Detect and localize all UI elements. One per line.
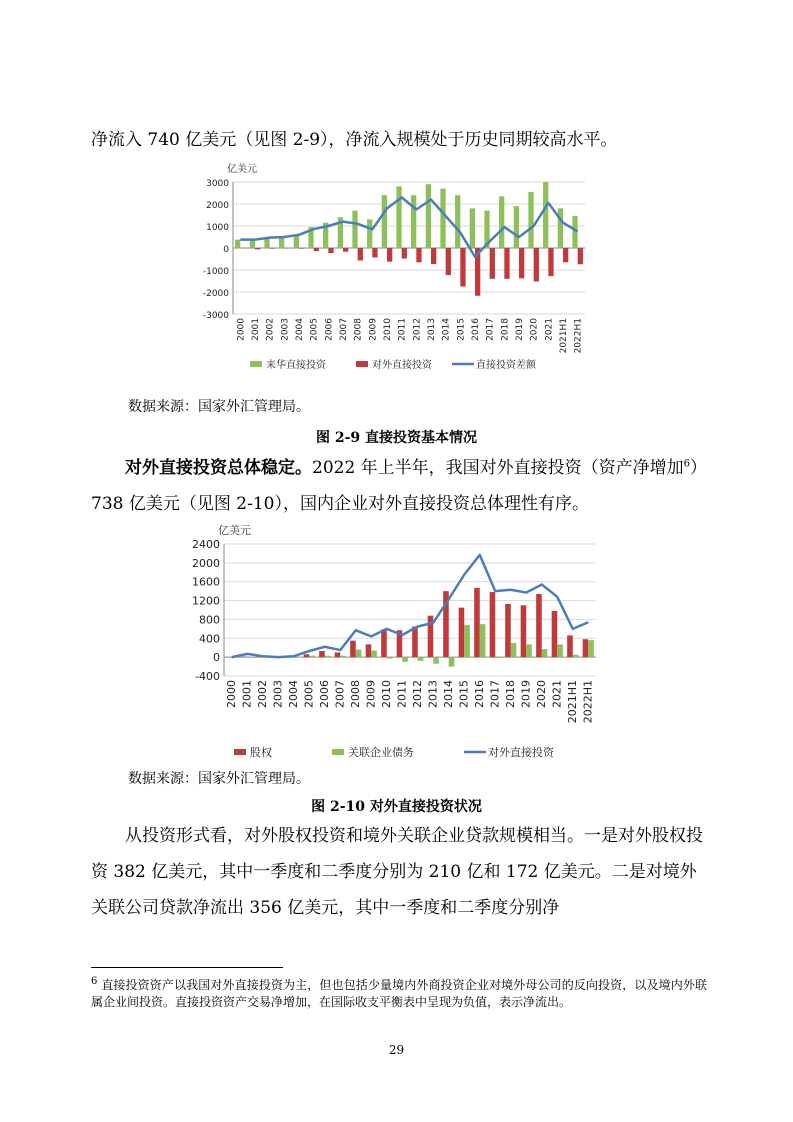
chart2-x-tick-label: 2018 (503, 680, 517, 708)
chart1-bar-a (470, 208, 475, 248)
chart1-legend-swatch (250, 361, 262, 367)
chart1-x-tick-label: 2015 (456, 318, 467, 341)
chart1-legend-label: 对外直接投资 (372, 360, 432, 371)
chart1-bar-a (543, 182, 548, 248)
chart1-bar-b (387, 248, 392, 262)
footnote-number: 6 (91, 976, 98, 987)
chart1-bar-b (490, 248, 495, 279)
chart1-bar-b (402, 248, 407, 259)
chart2-bar-b (356, 650, 362, 658)
chart1-bar-a (352, 211, 357, 248)
chart1-bar-a (528, 192, 533, 248)
chart1-y-tick-label: 1000 (206, 223, 229, 233)
chart2-x-tick-label: 2019 (519, 680, 533, 708)
chart2-bar-b (387, 657, 393, 658)
chart2-x-tick-label: 2011 (395, 680, 409, 708)
chart2-x-tick-label: 2006 (317, 680, 331, 708)
figure-2-9-source: 数据来源：国家外汇管理局。 (128, 399, 310, 415)
chart2-y-tick-label: 2400 (192, 538, 220, 551)
chart2-x-tick-label: 2015 (457, 680, 471, 708)
chart2-bar-b (495, 657, 501, 658)
chart2-bar-b (464, 625, 470, 657)
chart2-y-tick-label: 0 (213, 651, 220, 665)
chart2-y-tick-label: 1600 (192, 575, 220, 589)
chart2-x-tick-label: 2021 (550, 680, 564, 708)
footnote (91, 977, 707, 1011)
chart2-bar-b (325, 656, 331, 657)
chart2-y-tick-label: 800 (199, 613, 220, 627)
chart2-bar-b (557, 644, 563, 657)
figure-2-10-caption: 图 2-10 对外直接投资状况 (311, 799, 482, 815)
chart2-y-tick-label: 2000 (192, 556, 220, 570)
figure-2-10-chart (192, 524, 606, 772)
figure-2-10-source: 数据来源：国家外汇管理局。 (128, 771, 310, 787)
chart2-bar-a (304, 654, 310, 657)
chart1-x-tick-label: 2018 (500, 318, 511, 341)
footnote-ref: 6 (683, 458, 691, 470)
chart2-bar-b (588, 640, 594, 657)
chart1-x-tick-label: 2007 (339, 318, 349, 341)
chart2-bar-a (521, 605, 527, 657)
chart1-x-tick-label: 2016 (471, 318, 481, 341)
chart2-bar-b (542, 649, 548, 657)
chart2-bar-a (505, 604, 511, 657)
paragraph-intro-text: 净流入 740 亿美元（见图 2-9），净流入规模处于历史同期较高水平。 (91, 130, 618, 150)
figure-2-9-svg (198, 152, 598, 377)
chart2-x-tick-label: 2022H1 (581, 680, 595, 724)
chart1-y-tick-label: -3000 (202, 311, 229, 321)
chart1-legend-label: 直接投资差额 (476, 360, 536, 371)
chart1-bar-a (367, 219, 372, 248)
chart2-bar-a (412, 627, 418, 658)
chart1-bar-a (235, 240, 240, 248)
paragraph-forms (91, 818, 707, 926)
chart1-bar-a (558, 208, 563, 248)
chart2-x-tick-label: 2003 (271, 680, 285, 708)
footnote-divider (91, 967, 283, 968)
chart2-x-tick-label: 2005 (302, 680, 316, 708)
chart2-x-tick-label: 2021H1 (565, 680, 579, 724)
chart1-legend-label: 来华直接投资 (266, 360, 326, 371)
page-number: 29 (388, 1043, 405, 1057)
chart1-bar-a (396, 186, 401, 248)
chart1-x-tick-label: 2000 (236, 318, 247, 341)
chart2-x-tick-label: 2014 (441, 680, 455, 708)
chart1-x-tick-label: 2019 (515, 318, 525, 341)
chart2-bar-b (511, 643, 517, 657)
chart2-bar-a (459, 608, 465, 658)
chart2-x-tick-label: 2016 (472, 680, 486, 708)
chart2-legend-label: 关联企业债务 (348, 746, 414, 759)
chart2-x-tick-label: 2010 (379, 680, 393, 708)
chart1-x-tick-label: 2005 (309, 318, 320, 341)
chart1-bar-a (440, 189, 445, 248)
chart1-bar-b (460, 248, 465, 287)
chart1-bar-b (578, 248, 583, 264)
chart1-bar-b (372, 248, 377, 257)
chart2-bar-b (309, 656, 315, 657)
paragraph-odi-text-b: ）738 亿美元（见图 2-10），国内企业对外直接投资总体理性有序。 (91, 458, 699, 514)
paragraph-odi (91, 450, 707, 522)
paragraph-forms-text: 从投资形式看，对外股权投资和境外关联企业贷款规模相当。一是对外股权投资 382 亿美元，其中一季度和二季度分别为 210 亿和 172 亿美元。二是对境外关联公司贷款净流出 356 亿美元，其中一季度和二季度分别净 (91, 826, 703, 918)
chart1-bar-b (314, 248, 319, 251)
chart1-bar-b (255, 248, 260, 249)
chart1-x-tick-label: 2012 (412, 318, 423, 341)
chart1-y-tick-label: 0 (223, 245, 229, 255)
chart1-unit-label: 亿美元 (227, 164, 257, 175)
chart2-line (232, 555, 589, 657)
chart2-legend-label: 对外直接投资 (488, 746, 554, 759)
chart1-x-tick-label: 2021H1 (559, 318, 569, 354)
chart2-x-tick-label: 2002 (255, 680, 269, 708)
chart2-x-tick-label: 2017 (488, 680, 502, 708)
chart2-bar-b (340, 656, 346, 657)
chart1-legend-swatch (356, 361, 368, 367)
chart1-x-tick-label: 2009 (368, 318, 379, 341)
chart1-bar-b (358, 248, 363, 261)
chart2-x-tick-label: 2013 (426, 680, 440, 708)
chart1-bar-a (514, 206, 519, 248)
chart1-bar-b (328, 248, 333, 253)
chart1-y-tick-label: 3000 (206, 179, 229, 189)
chart1-bar-b (548, 248, 553, 276)
chart1-x-tick-label: 2002 (265, 318, 276, 341)
chart1-bar-b (446, 248, 451, 275)
chart2-bar-a (381, 629, 387, 657)
chart2-bar-a (536, 594, 542, 657)
chart2-bar-a (335, 652, 341, 657)
chart2-legend-swatch (332, 749, 344, 755)
chart2-y-tick-label: 400 (199, 632, 220, 646)
chart2-bar-a (366, 644, 372, 657)
chart2-bar-b (418, 657, 424, 661)
chart2-bar-b (480, 624, 486, 657)
chart1-bar-a (294, 236, 299, 248)
chart1-y-tick-label: -1000 (202, 267, 229, 277)
chart1-x-tick-label: 2006 (324, 318, 335, 341)
chart2-bar-a (350, 641, 356, 658)
chart1-bar-b (270, 248, 275, 249)
chart1-bar-b (519, 248, 524, 278)
chart2-x-tick-label: 2007 (333, 680, 347, 708)
chart1-x-tick-label: 2004 (295, 318, 305, 341)
chart1-bar-b (343, 248, 348, 252)
chart2-bar-a (319, 651, 325, 657)
chart1-bar-b (563, 248, 568, 262)
chart1-x-tick-label: 2022H1 (573, 318, 584, 354)
chart2-bar-b (573, 655, 579, 657)
chart1-x-tick-label: 2011 (397, 318, 408, 341)
chart2-x-tick-label: 2000 (224, 680, 238, 708)
chart1-bar-b (534, 248, 539, 281)
chart2-y-tick-label: -400 (195, 670, 220, 683)
chart2-bar-a (583, 639, 589, 657)
chart2-y-tick-label: 1200 (192, 594, 220, 608)
figure-2-9-caption: 图 2-9 直接投资基本情况 (315, 430, 478, 446)
footnote-text: 直接投资资产以我国对外直接投资为主，但也包括少量境内外商投资企业对境外母公司的反向投资，以及境内外联属企业间投资。直接投资资产交易净增加，在国际收支平衡表中呈现为负值，表示净流出。 (91, 978, 707, 1009)
chart2-x-tick-label: 2009 (364, 680, 378, 708)
chart1-x-tick-label: 2020 (529, 318, 540, 341)
chart1-x-tick-label: 2003 (280, 318, 291, 341)
chart1-bar-a (411, 195, 416, 248)
chart2-x-tick-label: 2004 (286, 680, 300, 708)
chart2-bar-b (371, 651, 377, 658)
chart2-legend-label: 股权 (250, 746, 272, 759)
chart2-x-tick-label: 2001 (240, 680, 254, 708)
chart1-bar-b (504, 248, 509, 279)
paragraph-odi-text-a: 2022 年上半年，我国对外直接投资（资产净增加 (312, 458, 684, 478)
chart2-bar-b (449, 657, 455, 666)
chart1-x-tick-label: 2001 (251, 318, 261, 341)
chart2-bar-a (567, 635, 573, 657)
chart1-bar-b (299, 248, 304, 249)
chart2-bar-b (526, 644, 532, 657)
chart2-legend-swatch (234, 749, 246, 755)
chart1-bar-a (382, 195, 387, 248)
chart1-x-tick-label: 2010 (383, 318, 393, 341)
chart1-x-tick-label: 2013 (427, 318, 437, 341)
chart1-x-tick-label: 2021 (544, 318, 555, 341)
chart2-x-tick-label: 2008 (348, 680, 362, 708)
chart2-x-tick-label: 2020 (534, 680, 548, 708)
chart1-bar-a (455, 195, 460, 248)
chart1-bar-a (426, 184, 431, 248)
chart2-bar-a (490, 592, 496, 657)
chart2-unit-label: 亿美元 (218, 524, 251, 537)
chart1-y-tick-label: 2000 (206, 201, 229, 211)
chart1-bar-b (416, 248, 421, 262)
chart1-y-tick-label: -2000 (202, 289, 229, 299)
chart2-bar-a (474, 588, 480, 657)
figure-2-10-svg (192, 524, 606, 768)
chart2-bar-b (433, 657, 439, 664)
chart2-x-tick-label: 2012 (410, 680, 424, 708)
chart2-bar-b (402, 657, 408, 662)
chart1-bar-a (499, 196, 504, 248)
paragraph-odi-lead: 对外直接投资总体稳定。 (125, 458, 312, 478)
chart1-x-tick-label: 2017 (485, 318, 496, 341)
figure-2-9-chart (198, 152, 598, 381)
chart1-x-tick-label: 2008 (353, 318, 364, 341)
chart1-x-tick-label: 2014 (441, 318, 452, 341)
chart2-bar-a (552, 611, 558, 657)
chart1-bar-b (431, 248, 436, 264)
